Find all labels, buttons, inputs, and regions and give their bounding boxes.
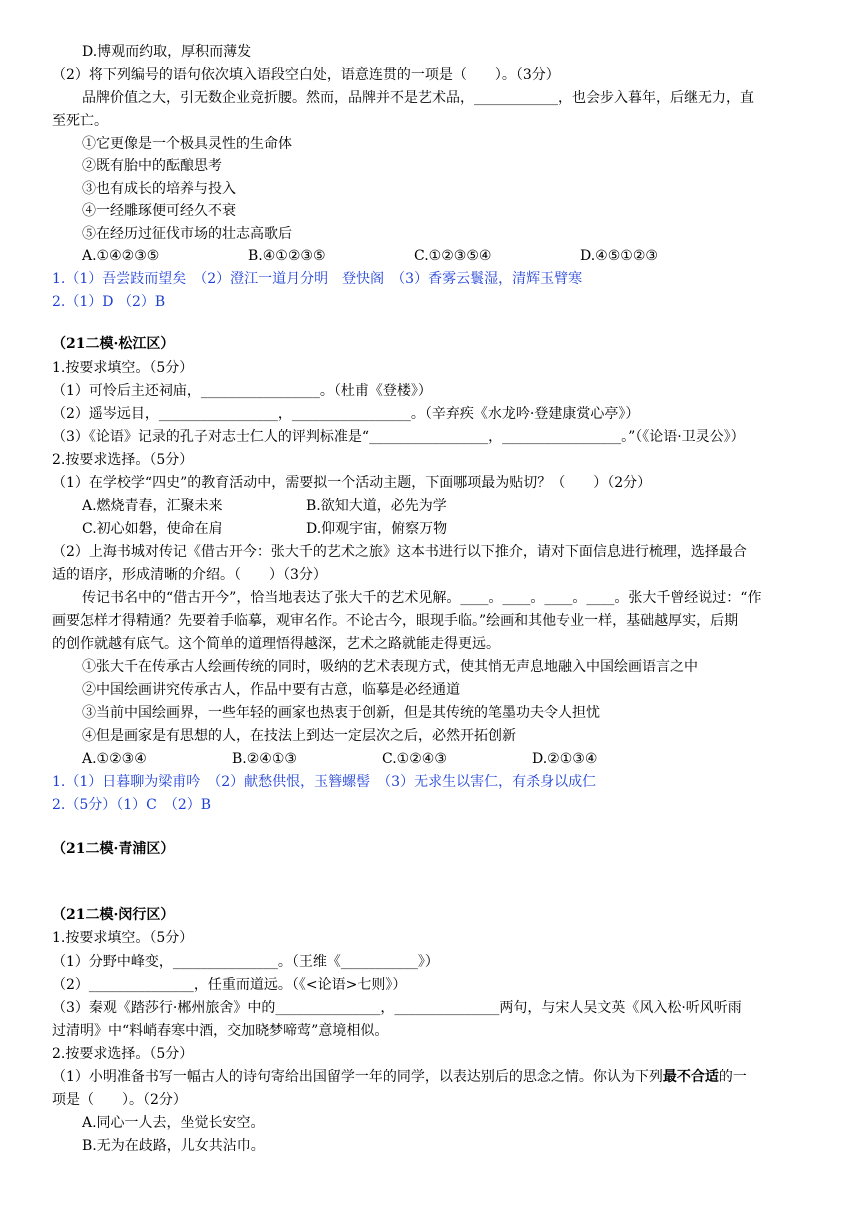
- answer-key-line: 1.（1）吾尝跂而望矣 （2）澄江一道月分明 登快阁 （3）香雾云鬟湿，清辉玉臂寒: [52, 271, 583, 287]
- option-b: B.②④①③: [232, 751, 297, 767]
- passage-line: 画要怎样才得精通？先要着手临摹，观审名作。不论古今，眼现手临。”绘画和其他专业一样，基础越厚实，后期: [52, 613, 739, 629]
- passage-line: 至死亡。: [52, 113, 108, 129]
- fill-in-line: （2）_______________，任重而道远。（《<论语>七则》）: [52, 977, 407, 993]
- option-d-line: D.博观而约取，厚积而薄发: [82, 44, 252, 60]
- sentence-item: ①张大千在传承古人绘画传统的同时，吸纳的艺术表现方式，使其悄无声息地融入中国绘画语言之中: [82, 659, 698, 675]
- option-b: B.无为在歧路，儿女共沾巾。: [82, 1138, 265, 1154]
- option-a: A.①④②③⑤: [82, 248, 160, 264]
- passage-line: 传记书名中的“借古开今”，恰当地表达了张大千的艺术见解。____。____。____。____。张大千曾经说过：“作: [82, 590, 762, 606]
- option-d: D.④⑤①②③: [580, 248, 658, 264]
- answer-key-line: 1.（1）日暮聊为梁甫吟 （2）献愁供恨，玉簪螺髻 （3）无求生以害仁，有杀身以成仁: [52, 774, 597, 790]
- option-a: A.燃烧青春，汇聚未来: [82, 498, 223, 514]
- section-heading-qingpu: （21二模·青浦区）: [52, 841, 175, 857]
- question-stem: （2）上海书城对传记《借古开今：张大千的艺术之旅》这本书进行以下推介，请对下面信息进行梳理，选择最合: [52, 544, 747, 560]
- option-d: D.仰观宇宙，俯察万物: [306, 521, 448, 537]
- option-b: B.欲知大道，必先为学: [306, 498, 447, 514]
- sentence-item: ⑤在经历过征伐市场的壮志高歌后: [82, 226, 292, 242]
- fill-in-line: （1）可怜后主还祠庙，_________________。（杜甫《登楼》）: [52, 383, 432, 399]
- fill-in-line: 过清明》中“料峭春寒中酒，交加晓梦啼莺”意境相似。: [52, 1023, 389, 1039]
- sentence-item: ①它更像是一个极具灵性的生命体: [82, 136, 292, 152]
- option-c: C.初心如磐，使命在肩: [82, 521, 223, 537]
- answer-options-row: [0, 518, 447, 540]
- sentence-item: ③也有成长的培养与投入: [82, 181, 236, 197]
- option-b: B.④①②③⑤: [248, 248, 326, 264]
- option-a: A.同心一人去，坐觉长安空。: [82, 1115, 265, 1131]
- option-c: C.①②③⑤④: [414, 248, 492, 264]
- question-2-2-stem: （2）将下列编号的语句依次填入语段空白处，语意连贯的一项是（ ）。（3分）: [52, 67, 560, 83]
- sentence-item: ②中国绘画讲究传承古人，作品中要有古意，临摹是必经通道: [82, 682, 460, 698]
- section-heading-songjiang: （21二模·松江区）: [52, 336, 175, 352]
- option-d: D.②①③④: [532, 751, 598, 767]
- option-a: A.①②③④: [82, 751, 147, 767]
- answer-key-line: 2.（5分）（1）C （2）B: [52, 797, 212, 813]
- sentence-item: ②既有胎中的酝酿思考: [82, 158, 222, 174]
- answer-key-line: 2.（1）D （2）B: [52, 294, 166, 310]
- question-stem: 适的语序，形成清晰的介绍。（ ）（3分）: [52, 567, 327, 583]
- passage-line: 品牌价值之大，引无数企业竞折腰。然而，品牌并不是艺术品，____________，也会步入暮年，后继无力，直: [82, 90, 754, 106]
- question-heading: 1.按要求填空。（5分）: [52, 930, 194, 946]
- passage-line: 的创作就越有底气。这个简单的道理悟得越深，艺术之路就能走得更远。: [52, 636, 500, 652]
- question-heading: 1.按要求填空。（5分）: [52, 360, 194, 376]
- emphasis-text: 最不合适: [662, 1069, 719, 1085]
- question-heading: 2.按要求选择。（5分）: [52, 1046, 194, 1062]
- section-heading-minhang: （21二模·闵行区）: [52, 907, 175, 923]
- answer-options-row: [0, 748, 597, 770]
- fill-in-line: （2）遥岑远目，_________________，_________________。（辛弃疾《水龙吟·登建康赏心亭》）: [52, 406, 640, 422]
- sentence-item: ④但是画家是有思想的人，在技法上到达一定层次之后，必然开拓创新: [82, 728, 516, 744]
- question-stem: （1）在学校学“四史”的教育活动中，需要拟一个活动主题，下面哪项最为贴切？（ ）（2分）: [52, 475, 652, 491]
- sentence-item: ④一经雕琢便可经久不衰: [82, 203, 236, 219]
- question-heading: 2.按要求选择。（5分）: [52, 452, 194, 468]
- answer-options-row: [0, 495, 447, 517]
- question-stem: 项是（ ）。（2分）: [52, 1092, 187, 1108]
- question-stem-text: （1）小明准备书写一幅古人的诗句寄给出国留学一年的同学，以表达别后的思念之情。你认为下列: [52, 1069, 663, 1085]
- fill-in-line: （1）分野中峰变，_______________。（王维《___________》）: [52, 954, 439, 970]
- answer-options-row: [0, 245, 658, 267]
- fill-in-line: （3）《论语》记录的孔子对志士仁人的评判标准是“_________________，_________________。”（《论语·卫灵公》）: [52, 429, 745, 445]
- question-stem: [0, 1066, 747, 1088]
- fill-in-line: （3）秦观《踏莎行·郴州旅舍》中的_______________，_______________两句，与宋人吴文英《风入松·听风听雨: [52, 1000, 742, 1016]
- sentence-item: ③当前中国绘画界，一些年轻的画家也热衷于创新，但是其传统的笔墨功夫令人担忧: [82, 705, 600, 721]
- option-c: C.①②④③: [382, 751, 447, 767]
- question-stem-text: 的一: [718, 1069, 747, 1085]
